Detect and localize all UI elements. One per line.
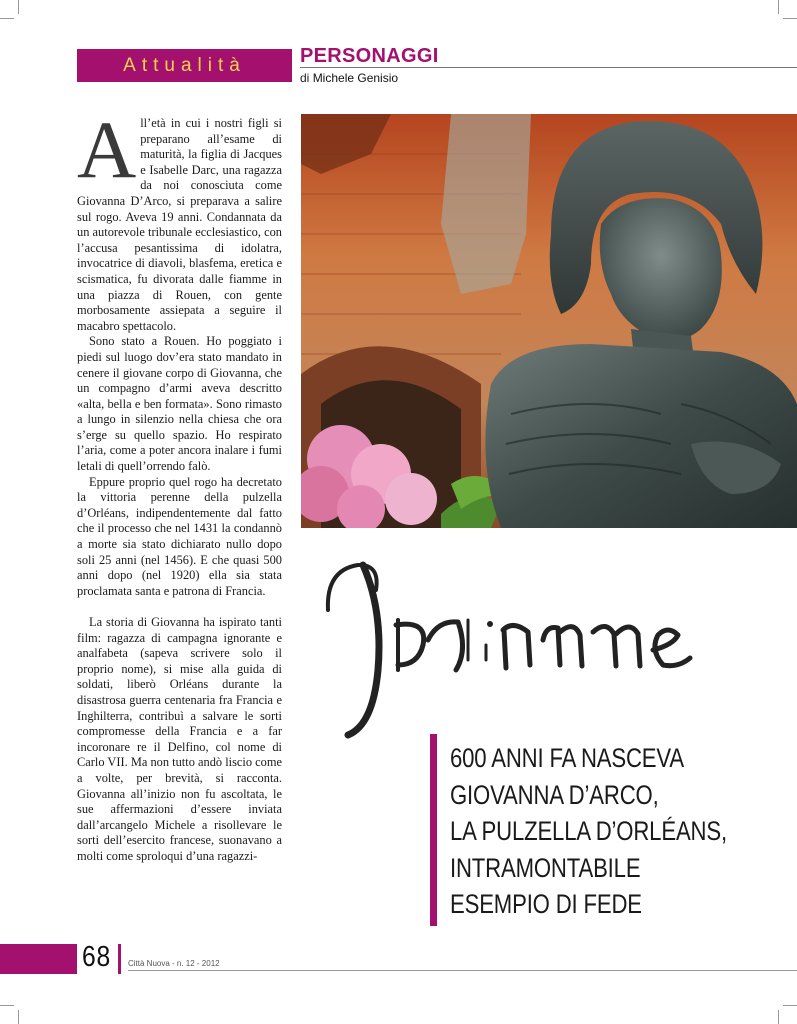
pull-quote-line: 600 ANNI FA NASCEVA	[450, 743, 684, 773]
crop-mark	[778, 0, 779, 14]
header-divider	[300, 67, 797, 68]
crop-mark	[18, 1010, 19, 1024]
rubric-title: PERSONAGGI	[300, 45, 439, 67]
byline-prefix: di	[300, 71, 310, 85]
article-paragraph: Sono stato a Rouen. Ho poggiato i piedi sul luogo dov’era stato mandato in cenere il giovane corpo di Giovanna, che un compagno d’armi aveva descritto «alta, bella e ben formata». Sono rimasto a lungo in silenzio nella chiesa che ora s’erge su quello spazio. Ho respirato l’aria, come a poter ancora inalare i fumi letali di quell’orrendo falò.	[77, 334, 282, 474]
footer-divider	[118, 944, 121, 974]
pull-quote-line: LA PULZELLA D’ORLÉANS,	[450, 816, 727, 846]
publication-info: Città Nuova - n. 12 - 2012	[128, 959, 220, 968]
drop-cap: A	[77, 104, 137, 195]
crop-mark	[783, 1005, 797, 1006]
footer-rule	[128, 970, 797, 971]
statue-photo	[301, 114, 797, 528]
quote-bar	[430, 734, 437, 926]
crop-mark	[0, 18, 14, 19]
footer-accent-bar	[0, 944, 77, 974]
signature-jehanne	[318, 550, 718, 740]
pull-quote-line: ESEMPIO DI FEDE	[450, 889, 642, 919]
article-paragraph: All’età in cui i nostri figli si preparano all’esame di maturità, la figlia di Jacques e Isabelle Darc, una ragazza da noi conosciuta come Giovanna D’Arco, si preparava a salire sul rogo. Aveva 19 anni. Condannata da un autorevole tribunale ecclesiastico, con l’accusa pesantissima di idolatra, invocatrice di diavoli, blasfema, eretica e scismatica, fu divorata dalle fiamme in una piazza di Rouen, con gente morbosamente assiepata a seguire il macabro spettacolo.	[77, 104, 282, 333]
author-name: Michele Genisio	[312, 71, 399, 85]
crop-mark	[18, 0, 19, 14]
crop-mark	[778, 1010, 779, 1024]
byline	[300, 71, 398, 85]
page-number: 68	[82, 941, 112, 973]
pull-quote-line: INTRAMONTABILE	[450, 852, 641, 883]
article-body	[77, 104, 282, 865]
pull-quote-line: GIOVANNA D’ARCO,	[450, 779, 659, 810]
article-paragraph: La storia di Giovanna ha ispirato tanti film: ragazza di campagna ignorante e analfabeta (sapeva scrivere solo il proprio nome), si mise alla guida di soldati, liberò Orléans durante la disastrosa guerra centenaria fra Francia e Inghilterra, contribuì a salvare le sorti compromesse della Francia e a far incoronare re il Delfino, col nome di Carlo VII. Ma non tutto andò liscio come a volte, per brevità, si racconta. Giovanna all’inizio non fu ascoltata, le sue affermazioni d’essere inviata dall’arcangelo Michele a risollevare le sorti dell’esercito francese, suonavano a molti come sproloqui d’una ragazzi-	[77, 615, 282, 863]
pull-quote	[450, 740, 729, 923]
crop-mark	[0, 1005, 14, 1006]
section-label: Attualità	[77, 49, 292, 82]
crop-mark	[783, 18, 797, 19]
article-paragraph: Eppure proprio quel rogo ha decretato la vittoria perenne della pulzella d’Orléans, indipendentemente dal fatto che il processo che nel 1431 la condannò a morte sia stato dichiarato nullo dopo soli 25 anni (nel 1456). E che quasi 500 anni dopo (nel 1920) ella sia stata proclamata santa e patrona di Francia.	[77, 474, 282, 598]
